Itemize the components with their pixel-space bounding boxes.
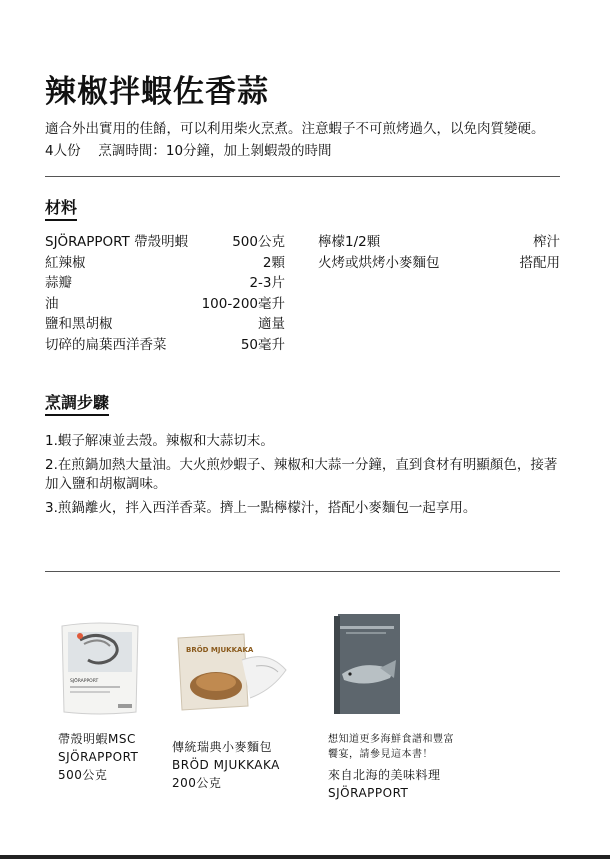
steps-list bbox=[45, 432, 565, 523]
ingredient-qty: 2顆 bbox=[262, 254, 285, 271]
step-item: 1.蝦子解凍並去殼。辣椒和大蒜切末。 bbox=[45, 433, 274, 449]
ingredient-name: 檸檬1/2顆 bbox=[318, 234, 381, 250]
product-caption: 500公克 bbox=[58, 768, 108, 782]
recipe-title: 辣椒拌蝦佐香蒜 bbox=[45, 74, 269, 110]
product-caption: 帶殼明蝦MSC bbox=[58, 732, 136, 746]
ingredient-name: 火烤或烘烤小麥麵包 bbox=[318, 254, 440, 271]
ingredient-row bbox=[318, 232, 560, 253]
product-caption: SJÖRAPPORT bbox=[58, 750, 139, 764]
shrimp-bag-icon bbox=[58, 620, 142, 716]
product-cookbook bbox=[328, 612, 454, 802]
steps-heading: 烹調步驟 bbox=[45, 390, 109, 416]
ingredient-qty: 適量 bbox=[258, 316, 285, 333]
product-caption: 200公克 bbox=[172, 776, 222, 790]
product-shrimp bbox=[58, 620, 142, 784]
cookbook-note: 饗宴，請參見這本書！ bbox=[328, 749, 433, 760]
product-caption: 來自北海的美味料理 bbox=[328, 768, 441, 782]
ingredient-qty: 50毫升 bbox=[240, 336, 285, 353]
step-item: 3.煎鍋離火，拌入西洋香菜。擠上一點檸檬汁，搭配小麥麵包一起享用。 bbox=[45, 500, 477, 516]
cookbook-icon bbox=[332, 612, 404, 716]
step-item: 2.在煎鍋加熱大量油。大火煎炒蝦子、辣椒和大蒜一分鐘，直到食材有明顯顏色，接著加入鹽和胡椒調味。 bbox=[45, 457, 558, 492]
ingredient-row bbox=[45, 232, 285, 253]
ingredient-row bbox=[45, 253, 285, 274]
bread-pack-icon bbox=[172, 630, 290, 714]
pack-label: BRÖD MJUKKAKA bbox=[186, 646, 254, 654]
ingredient-row bbox=[45, 294, 285, 315]
ingredient-name: 鹽和黑胡椒 bbox=[45, 316, 113, 333]
ingredient-name: 蒜瓣 bbox=[45, 275, 72, 292]
product-bread bbox=[172, 630, 290, 792]
ingredients-left-column bbox=[45, 232, 285, 356]
pack-label: SJÖRAPPORT bbox=[70, 679, 99, 684]
divider-bottom bbox=[45, 571, 560, 572]
intro-servings-time: 4人份 烹調時間：10分鐘，加上剝蝦殼的時間 bbox=[45, 143, 332, 159]
ingredient-qty: 榨汁 bbox=[533, 234, 560, 250]
cookbook-note: 想知道更多海鮮食譜和豐富 bbox=[328, 734, 454, 745]
product-caption: SJÖRAPPORT bbox=[328, 786, 409, 800]
ingredient-qty: 500公克 bbox=[232, 234, 285, 250]
ingredient-qty: 搭配用 bbox=[519, 254, 560, 271]
divider-top bbox=[45, 176, 560, 177]
page-edge bbox=[0, 855, 610, 859]
ingredient-row bbox=[45, 273, 285, 294]
ingredient-row bbox=[318, 253, 560, 274]
recipe-intro bbox=[45, 118, 545, 162]
ingredient-row bbox=[45, 314, 285, 335]
ingredient-name: SJÖRAPPORT 帶殼明蝦 bbox=[45, 234, 189, 250]
ingredient-name: 紅辣椒 bbox=[45, 254, 86, 271]
intro-description: 適合外出實用的佳餚，可以利用柴火烹煮。注意蝦子不可煎烤過久，以免肉質變硬。 bbox=[45, 121, 545, 137]
ingredient-name: 油 bbox=[45, 295, 59, 312]
product-caption: 傳統瑞典小麥麵包 bbox=[172, 740, 273, 754]
ingredient-name: 切碎的扁葉西洋香菜 bbox=[45, 336, 167, 353]
ingredient-qty: 2-3片 bbox=[249, 275, 285, 292]
ingredient-row bbox=[45, 335, 285, 356]
ingredients-heading: 材料 bbox=[45, 195, 77, 221]
product-caption: BRÖD MJUKKAKA bbox=[172, 758, 280, 772]
ingredients-right-column bbox=[318, 232, 560, 273]
ingredient-qty: 100-200毫升 bbox=[201, 295, 285, 312]
